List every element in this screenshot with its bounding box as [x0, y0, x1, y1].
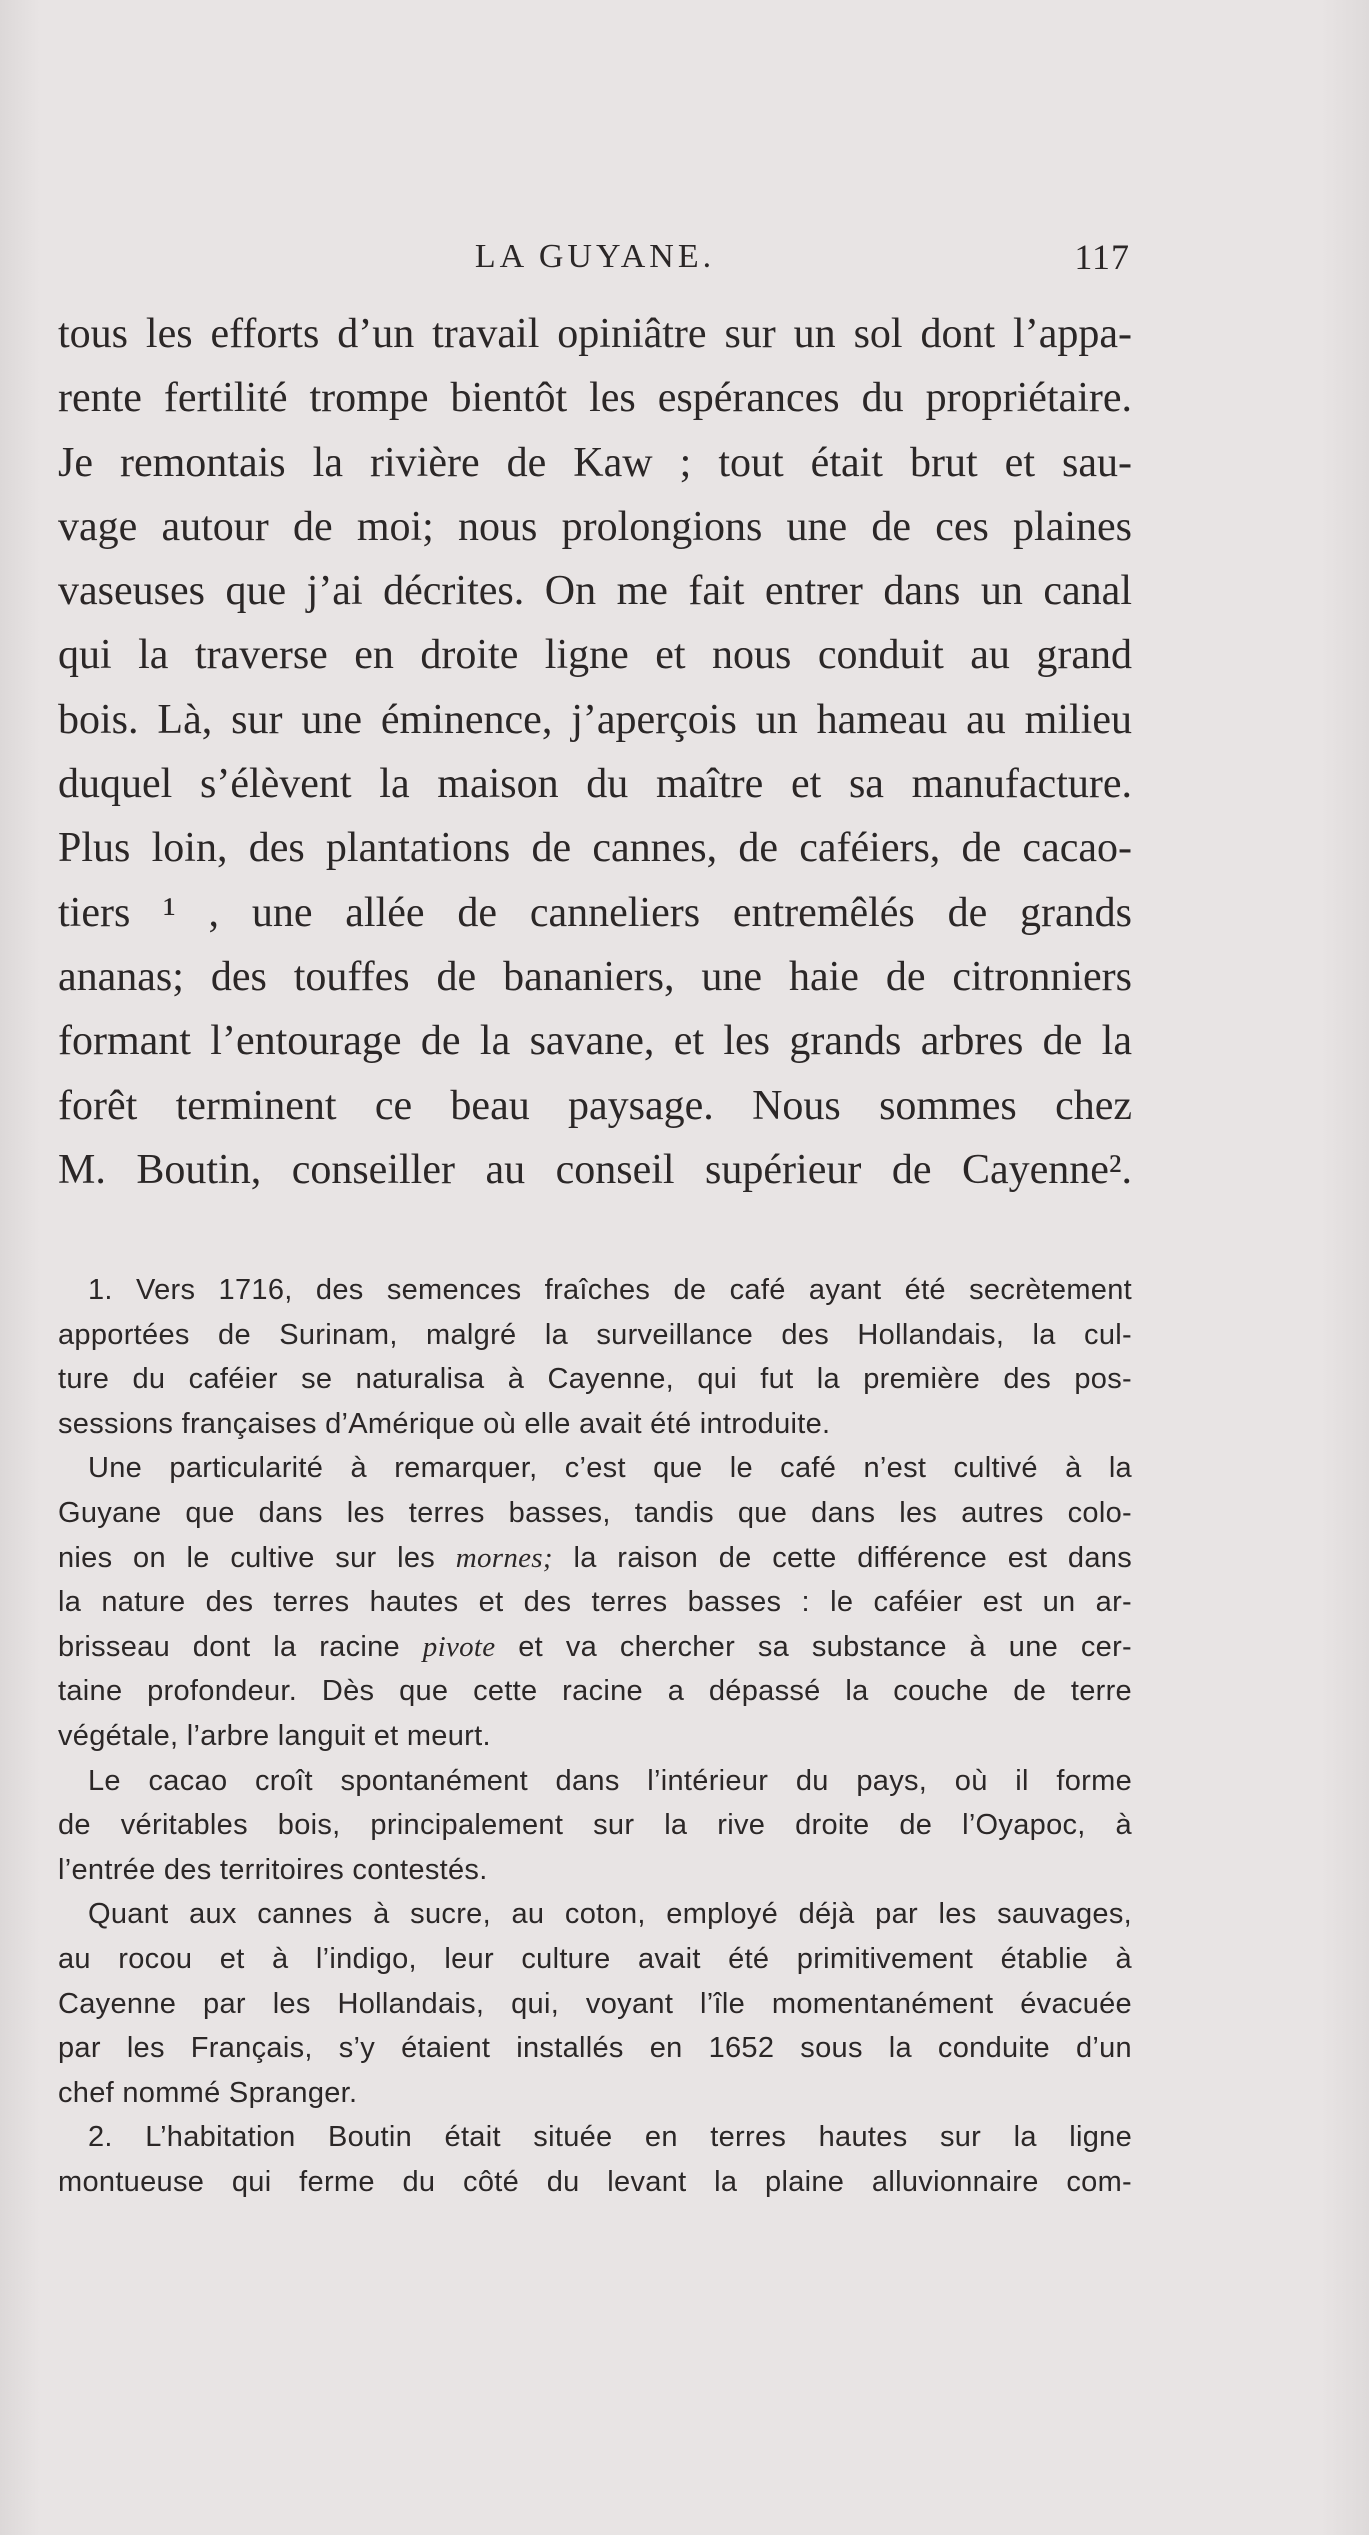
footnote-line: Quant aux cannes à sucre, au coton, employé déjà par les sauvages, [88, 1898, 1132, 1931]
footnote-text: nies on le cultive sur les [58, 1541, 456, 1574]
footnote-line: chef nommé Spranger. [58, 2076, 358, 2109]
text-line: Plus loin, des plantations de cannes, de caféiers, de cacao- [58, 825, 1132, 872]
text-line: qui la traverse en droite ligne et nous conduit au grand [58, 632, 1132, 679]
text-line: ananas; des touffes de bananiers, une haie de citronniers [58, 953, 1132, 1000]
footnote-line: Le cacao croît spontanément dans l’intérieur du pays, où il forme [88, 1764, 1132, 1797]
footnote-line: ture du caféier se naturalisa à Cayenne, qui fut la première des pos- [58, 1363, 1132, 1396]
footnote-line [58, 1536, 1132, 1581]
running-title: LA GUYANE. [474, 238, 716, 275]
text-line: M. Boutin, conseiller au conseil supérieur de Cayenne². [58, 1146, 1132, 1193]
footnote-line: végétale, l’arbre languit et meurt. [58, 1719, 491, 1752]
footnote-line: apportées de Surinam, malgré la surveillance des Hollandais, la cul- [58, 1318, 1132, 1351]
text-line: tiers ¹ , une allée de canneliers entremêlés de grands [58, 889, 1132, 936]
footnote-line: 1. Vers 1716, des semences fraîches de café ayant été secrètement [88, 1274, 1132, 1306]
footnote-line: Guyane que dans les terres basses, tandis que dans les autres colo- [58, 1496, 1132, 1529]
footnote-line: taine profondeur. Dès que cette racine a dépassé la couche de terre [58, 1675, 1132, 1708]
footnotes [58, 1268, 1132, 2204]
footnote-line: sessions françaises d’Amérique où elle avait été introduite. [58, 1407, 831, 1440]
footnote-line: la nature des terres hautes et des terres basses : le caféier est un ar- [58, 1586, 1132, 1619]
footnote-line: au rocou et à l’indigo, leur culture avait été primitivement établie à [58, 1942, 1132, 1975]
footnote-text: la raison de cette différence est dans [552, 1541, 1132, 1574]
text-line: tous les efforts d’un travail opiniâtre sur un sol dont l’appa- [58, 311, 1132, 357]
text-line: vaseuses que j’ai décrites. On me fait entrer dans un canal [58, 568, 1132, 615]
text-line: duquel s’élèvent la maison du maître et sa manufacture. [58, 761, 1132, 808]
footnote-line: de véritables bois, principalement sur la rive droite de l’Oyapoc, à [58, 1809, 1132, 1842]
footnote-line: Cayenne par les Hollandais, qui, voyant l’île momentanément évacuée [58, 1987, 1132, 2020]
footnote-italic-word: pivote [422, 1630, 496, 1663]
text-line: formant l’entourage de la savane, et les grands arbres de la [58, 1018, 1132, 1065]
text-line: Je remontais la rivière de Kaw ; tout était brut et sau- [58, 439, 1132, 486]
footnote-text: et va chercher sa substance à une cer- [495, 1630, 1132, 1663]
page-number: 117 [1074, 237, 1130, 277]
footnote-line: l’entrée des territoires contestés. [58, 1853, 488, 1886]
footnote-line [58, 1625, 1132, 1670]
footnote-italic-word: mornes; [455, 1541, 553, 1574]
footnote-line: montueuse qui ferme du côté du levant la plaine alluvionnaire com- [58, 2165, 1132, 2198]
footnote-line: par les Français, s’y étaient installés en 1652 sous la conduite d’un [58, 2032, 1132, 2065]
page-header [60, 232, 1130, 282]
footnote-line: Une particularité à remarquer, c’est que le café n’est cultivé à la [88, 1452, 1132, 1485]
footnote-text: brisseau dont la racine [58, 1630, 423, 1663]
text-line: bois. Là, sur une éminence, j’aperçois un hameau au milieu [58, 696, 1132, 743]
text-line: vage autour de moi; nous prolongions une de ces plaines [58, 503, 1132, 550]
footnote-line: 2. L’habitation Boutin était située en terres hautes sur la ligne [88, 2121, 1132, 2154]
text-line: rente fertilité trompe bientôt les espérances du propriétaire. [58, 375, 1132, 422]
main-text [58, 302, 1132, 1202]
text-line: forêt terminent ce beau paysage. Nous sommes chez [58, 1082, 1132, 1129]
